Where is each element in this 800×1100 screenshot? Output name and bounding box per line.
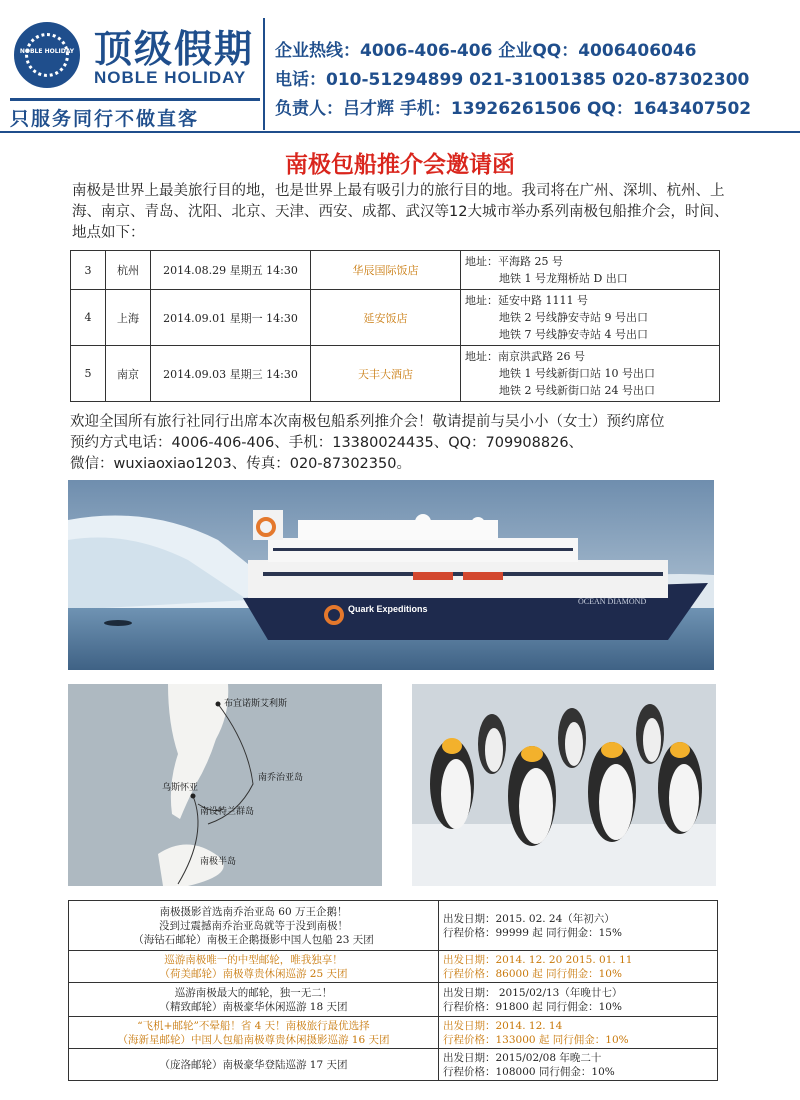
event-num: 3 [71,251,106,290]
tour-price: 行程价格：99999 起 同行佣金：15% [443,926,622,939]
tour-line: （精致邮轮）南极豪华休闲巡游 18 天团 [159,1000,348,1013]
contact-manager: 负责人：吕才辉 手机：13926261506 QQ：1643407502 [275,99,752,119]
contact-phones: 电话：010-51294899 021-31001385 020-87302300 [275,70,750,90]
tour-details [439,901,718,951]
map-label: 南设特兰群岛 [200,807,255,817]
header [0,0,800,132]
table-row [71,290,720,346]
header-divider [263,18,265,130]
table-row [71,251,720,290]
event-address [461,251,720,290]
table-row [71,346,720,402]
page-title: 南极包船推介会邀请函 [285,152,515,178]
header-rule [0,131,800,133]
table-row [69,901,718,951]
event-num: 4 [71,290,106,346]
ship-name: OCEAN DIAMOND [578,597,647,606]
penguin-photo [412,684,716,886]
event-address [461,346,720,402]
event-city: 上海 [106,290,151,346]
tour-line: 南极摄影首选南乔治亚岛 60 万王企鹅！ [159,905,348,918]
logo-english-name: NOBLE HOLIDAY [94,68,247,87]
ship-photo [68,480,714,670]
tours-table [68,900,718,1081]
event-date: 2014.09.01 星期一 14:30 [151,290,311,346]
tour-description [69,1049,439,1081]
table-row [69,1017,718,1049]
event-date: 2014.08.29 星期五 14:30 [151,251,311,290]
events-table [70,250,720,402]
tour-date: 出发日期：2014. 12. 20 2015. 01. 11 [443,953,633,966]
address-line: 地址：南京洪武路 26 号 [465,350,585,363]
map-label: 布宜诺斯艾利斯 [224,699,288,709]
event-num: 5 [71,346,106,402]
map-label: 南乔治亚岛 [258,773,304,783]
address-line: 地铁 1 号线新街口站 10 号出口 [499,367,655,380]
event-city: 杭州 [106,251,151,290]
event-date: 2014.09.03 星期三 14:30 [151,346,311,402]
address-line: 地铁 1 号龙翔桥站 D 出口 [499,272,628,285]
event-address [461,290,720,346]
table-row [69,983,718,1017]
address-line: 地铁 2 号线静安寺站 9 号出口 [499,311,648,324]
tour-details [439,1049,718,1081]
address-line: 地址：平海路 25 号 [465,255,563,268]
intro-paragraph: 南极是世界上最美旅行目的地，也是世界上最有吸引力的旅行目的地。我司将在广州、深圳、杭州、上海、南京、青岛、沈阳、北京、天津、西安、成都、武汉等12大城市举办系列南极包船推介会，时间、地点如下： [72,183,729,241]
tour-price: 行程价格：133000 起 同行佣金：10% [443,1033,629,1046]
event-venue: 华辰国际饭店 [311,251,461,290]
tour-details [439,1017,718,1049]
tour-details [439,951,718,983]
logo [10,18,260,130]
tour-date: 出发日期：2015. 02. 24（年初六） [443,912,615,925]
welcome-line: 微信：wuxiaoxiao1203、传真：020-87302350。 [70,456,411,472]
contact-hotline: 企业热线：4006-406-406 企业QQ：4006406046 [275,41,697,61]
table-row [69,1049,718,1081]
map-label: 乌斯怀亚 [162,783,199,793]
event-city: 南京 [106,346,151,402]
address-line: 地铁 7 号线静安寺站 4 号出口 [499,328,648,341]
tour-date: 出发日期： 2015/02/13（年晚廿七） [443,986,623,999]
ship-brand: Quark Expeditions [348,604,428,614]
slogan: 只服务同行不做直客 [10,108,200,130]
logo-emblem-icon [14,22,80,88]
tour-line: “飞机+邮轮”不晕船！省 4 天！南极旅行最优选择 [137,1019,370,1032]
tour-price: 行程价格：108000 同行佣金：10% [443,1065,615,1078]
tour-price: 行程价格：86000 起 同行佣金：10% [443,967,622,980]
tour-details [439,983,718,1017]
address-line: 地铁 2 号线新街口站 24 号出口 [499,384,655,397]
tour-line: （海钻石邮轮）南极王企鹅摄影中国人包船 23 天团 [133,933,374,946]
welcome-paragraph [70,412,750,475]
tour-date: 出发日期：2014. 12. 14 [443,1019,563,1032]
tour-line: （庞洛邮轮）南极豪华登陆巡游 17 天团 [159,1058,348,1071]
map-label: 南极半岛 [200,857,237,867]
table-row [69,951,718,983]
tour-line: 巡游南极唯一的中型邮轮，唯我独享！ [164,953,343,966]
tour-description [69,1017,439,1049]
welcome-line: 欢迎全国所有旅行社同行出席本次南极包船系列推介会！敬请提前与吴小小（女士）预约席位 [70,414,665,430]
logo-divider [10,98,260,101]
emblem-text: NOBLE HOLIDAY [19,48,75,55]
tour-date: 出发日期：2015/02/08 年晚二十 [443,1051,602,1064]
tour-description [69,901,439,951]
event-venue: 延安饭店 [311,290,461,346]
address-line: 地址：延安中路 1111 号 [465,294,588,307]
route-map [68,684,382,886]
welcome-line: 预约方式电话：4006-406-406、手机：13380024435、QQ：709908826、 [70,435,584,451]
event-venue: 天丰大酒店 [311,346,461,402]
tour-price: 行程价格：91800 起 同行佣金：10% [443,1000,622,1013]
tour-line: 没到过震撼南乔治亚岛就等于没到南极！ [159,919,348,932]
logo-chinese-name: 顶级假期 [94,26,255,71]
tour-line: （荷美邮轮）南极尊贵休闲巡游 25 天团 [159,967,348,980]
tour-line: （海新星邮轮）中国人包船南极尊贵休闲摄影巡游 16 天团 [117,1033,390,1046]
tour-description [69,983,439,1017]
tour-line: 巡游南极最大的邮轮，独一无二！ [174,986,333,999]
tour-description [69,951,439,983]
